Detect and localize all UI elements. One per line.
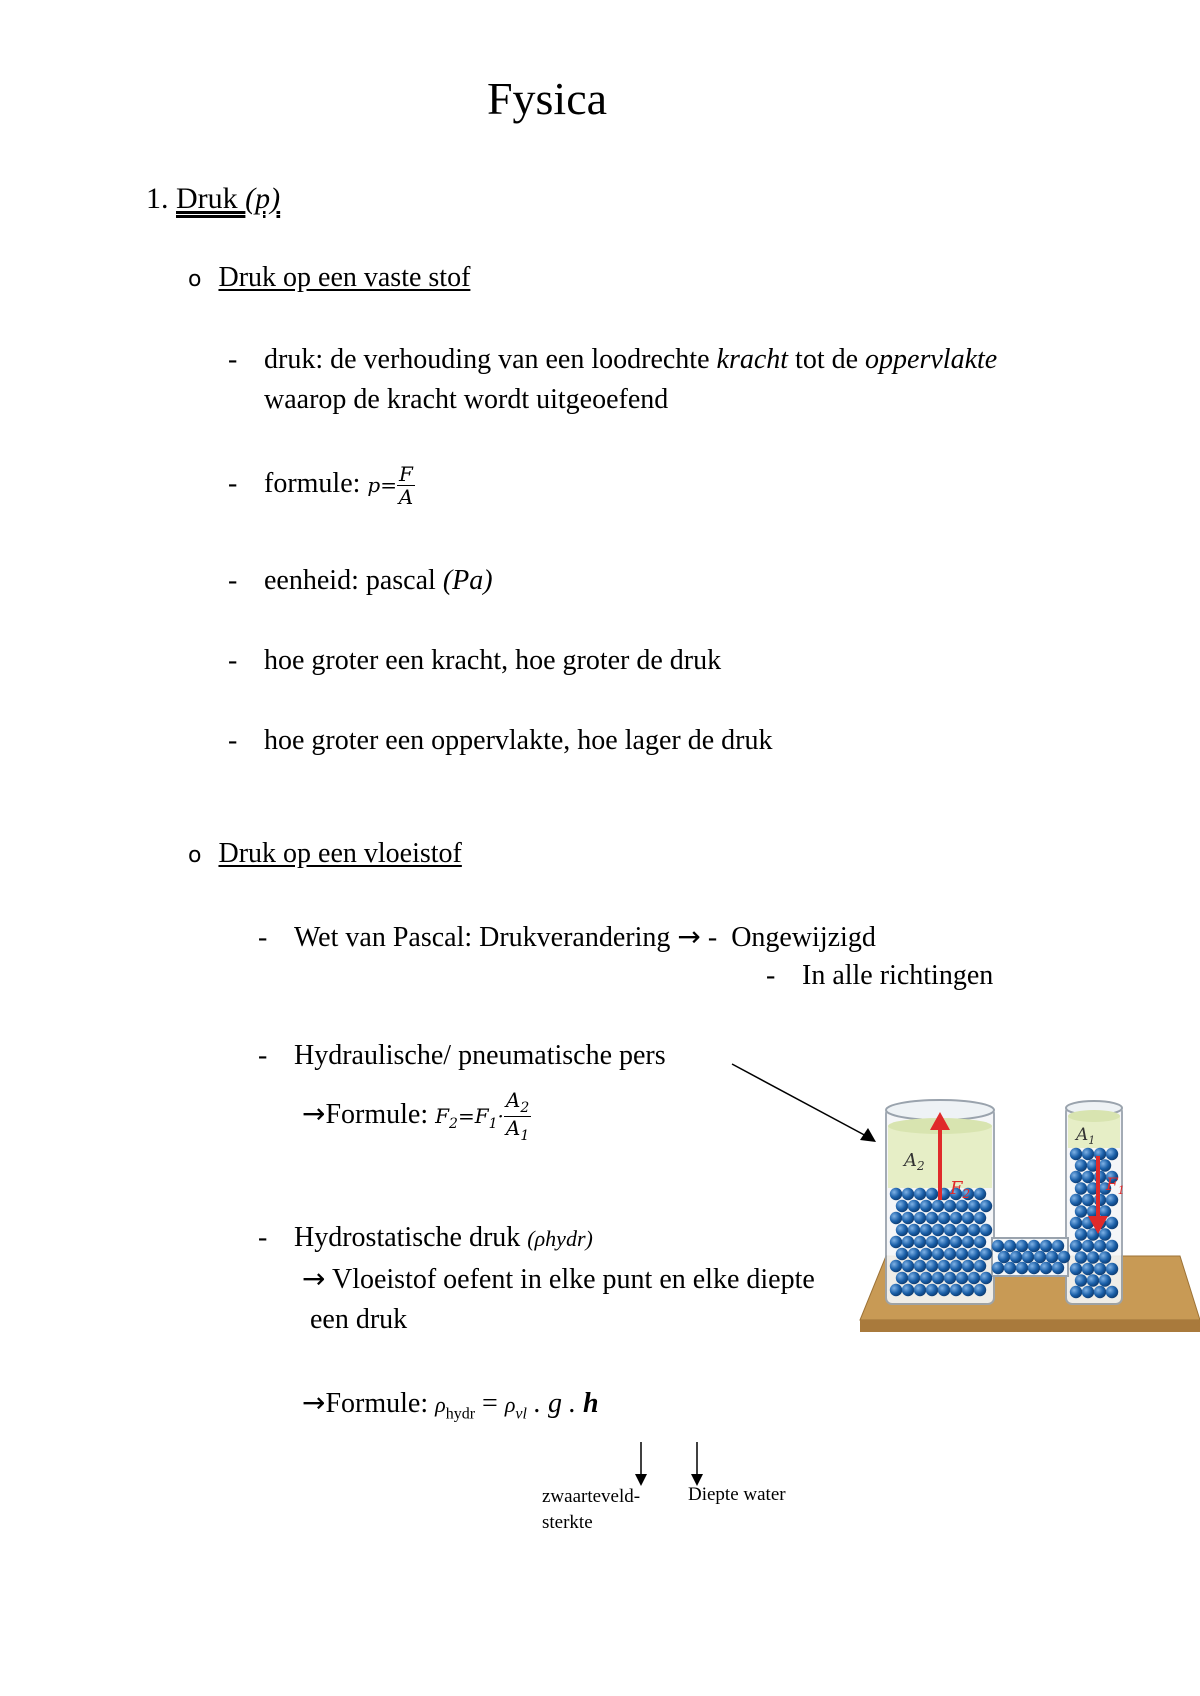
liquid-particle	[1022, 1251, 1034, 1263]
liquid-particle	[1040, 1240, 1052, 1252]
liquid-particle	[944, 1224, 956, 1236]
right-arrow-icon: →	[302, 1386, 326, 1419]
liquid-particle	[1070, 1171, 1082, 1183]
liquid-particle	[1070, 1194, 1082, 1206]
liquid-particle	[944, 1272, 956, 1284]
liquid-particle	[920, 1200, 932, 1212]
liquid-particle	[896, 1248, 908, 1260]
liquid-particle	[1004, 1262, 1016, 1274]
liquid-particle	[896, 1272, 908, 1284]
liquid-particle	[1099, 1228, 1111, 1240]
liquid-particle	[938, 1260, 950, 1272]
liquid-particle	[902, 1212, 914, 1224]
liquid-particle	[908, 1248, 920, 1260]
liquid-particle	[980, 1200, 992, 1212]
liquid-particle	[1028, 1262, 1040, 1274]
liquid-particle	[968, 1200, 980, 1212]
liquid-particle	[974, 1284, 986, 1296]
liquid-particle	[920, 1272, 932, 1284]
liquid-particle	[926, 1284, 938, 1296]
liquid-particle	[944, 1248, 956, 1260]
liquid-particle	[956, 1272, 968, 1284]
liquid-particle	[914, 1284, 926, 1296]
list-item-formula: - formule: p= $\frac{F}{A}$	[228, 462, 414, 509]
liquid-particle	[974, 1260, 986, 1272]
liquid-particle	[890, 1212, 902, 1224]
liquid-particle	[1070, 1217, 1082, 1229]
liquid-particle	[926, 1212, 938, 1224]
liquid-particle	[1099, 1274, 1111, 1286]
section-title: Druk (p)	[176, 182, 281, 215]
liquid-particle	[926, 1188, 938, 1200]
liquid-particle	[1094, 1263, 1106, 1275]
liquid-particle	[890, 1284, 902, 1296]
liquid-particle	[980, 1224, 992, 1236]
circle-bullet-icon: o	[188, 843, 202, 868]
list-item-definition: - druk: de verhouding van een loodrechte kracht tot de oppervlakte	[228, 344, 998, 375]
right-arrow-icon: →	[677, 920, 701, 953]
liquid-particle	[1082, 1171, 1094, 1183]
liquid-particle	[992, 1262, 1004, 1274]
liquid-particle	[932, 1272, 944, 1284]
liquid-particle	[1082, 1263, 1094, 1275]
section-number: 1.	[146, 182, 169, 215]
circle-bullet-icon: o	[188, 267, 202, 292]
liquid-particle	[902, 1260, 914, 1272]
list-item-hydraulic-press: - Hydraulische/ pneumatische pers	[258, 1040, 666, 1071]
liquid-particle	[902, 1236, 914, 1248]
liquid-particle	[1094, 1286, 1106, 1298]
liquid-particle	[1106, 1148, 1118, 1160]
liquid-particle	[962, 1284, 974, 1296]
annotation-depth: Diepte water	[688, 1484, 786, 1505]
liquid-particle	[1058, 1251, 1070, 1263]
liquid-particle	[956, 1224, 968, 1236]
liquid-particle	[944, 1200, 956, 1212]
liquid-particle	[1106, 1240, 1118, 1252]
label-a2: $A_2$	[904, 1150, 925, 1173]
liquid-particle	[1087, 1251, 1099, 1263]
liquid-particle	[950, 1236, 962, 1248]
liquid-particle	[1052, 1240, 1064, 1252]
liquid-particle	[1087, 1274, 1099, 1286]
liquid-particle	[908, 1224, 920, 1236]
liquid-particle	[950, 1284, 962, 1296]
definition-line2: waarop de kracht wordt uitgeoefend	[264, 384, 669, 415]
liquid-particle	[1075, 1182, 1087, 1194]
liquid-particle	[1106, 1286, 1118, 1298]
hydraulic-press-illustration	[858, 1090, 1200, 1336]
liquid-particle	[896, 1200, 908, 1212]
liquid-particle	[938, 1212, 950, 1224]
section-heading-druk	[146, 182, 280, 216]
label-f1: $F_1$	[1106, 1175, 1125, 1197]
subsection-heading-vloeistof	[188, 838, 462, 870]
liquid-particle	[974, 1212, 986, 1224]
liquid-particle	[1106, 1194, 1118, 1206]
liquid-particle	[1075, 1274, 1087, 1286]
liquid-particle	[1016, 1262, 1028, 1274]
liquid-particle	[890, 1260, 902, 1272]
liquid-particle	[1099, 1205, 1111, 1217]
dash-bullet: -	[228, 344, 238, 375]
right-arrow-icon: →	[302, 1262, 326, 1295]
liquid-particle	[1046, 1251, 1058, 1263]
liquid-particle	[914, 1188, 926, 1200]
liquid-particle	[896, 1224, 908, 1236]
liquid-particle	[1082, 1286, 1094, 1298]
list-item-area: - hoe groter een oppervlakte, hoe lager de druk	[228, 725, 773, 756]
liquid-particle	[1016, 1240, 1028, 1252]
liquid-particle	[968, 1224, 980, 1236]
liquid-particle	[1004, 1240, 1016, 1252]
liquid-particle	[1075, 1159, 1087, 1171]
liquid-particle	[914, 1260, 926, 1272]
liquid-particle	[1010, 1251, 1022, 1263]
list-item-hydrostatic: - Hydrostatische druk (ρhydr)	[258, 1222, 593, 1253]
pascal-item2: - In alle richtingen	[766, 960, 994, 991]
liquid-particle	[956, 1200, 968, 1212]
liquid-particle	[980, 1272, 992, 1284]
liquid-particle	[974, 1188, 986, 1200]
liquid-particle	[926, 1260, 938, 1272]
liquid-particle	[914, 1212, 926, 1224]
list-item-pascal-law: - Wet van Pascal: Drukverandering → - Ongewijzigd	[258, 920, 876, 953]
liquid-particle	[1070, 1240, 1082, 1252]
liquid-particle	[1075, 1205, 1087, 1217]
fraction-a2-over-a1: $\frac{A_2}{A_1}$	[505, 1088, 530, 1144]
liquid-particle	[938, 1284, 950, 1296]
hydro-line1: → Vloeistof oefent in elke punt en elke diepte	[302, 1262, 815, 1295]
right-arrow-icon: →	[302, 1096, 326, 1130]
liquid-particle	[920, 1248, 932, 1260]
liquid-particle	[932, 1224, 944, 1236]
label-f2: $F_2$	[950, 1178, 971, 1201]
liquid-particle	[962, 1236, 974, 1248]
liquid-particle	[908, 1272, 920, 1284]
press-formula: →Formule: $F_2=F_1\cdot$ $\frac{A_2}{A_1}$	[302, 1088, 530, 1144]
liquid-particle	[932, 1248, 944, 1260]
liquid-particle	[902, 1188, 914, 1200]
liquid-particle	[974, 1236, 986, 1248]
page-title: Fysica	[486, 73, 608, 124]
liquid-particle	[938, 1236, 950, 1248]
liquid-particle	[956, 1248, 968, 1260]
liquid-particle	[1082, 1194, 1094, 1206]
liquid-particle	[890, 1188, 902, 1200]
liquid-particle	[1070, 1263, 1082, 1275]
liquid-particle	[1052, 1262, 1064, 1274]
list-item-force: - hoe groter een kracht, hoe groter de druk	[228, 645, 722, 676]
liquid-particle	[1099, 1251, 1111, 1263]
liquid-particle	[962, 1260, 974, 1272]
liquid-particle	[980, 1248, 992, 1260]
liquid-particle	[1082, 1148, 1094, 1160]
liquid-particle	[1040, 1262, 1052, 1274]
liquid-particle	[992, 1240, 1004, 1252]
liquid-particle	[914, 1236, 926, 1248]
label-a1: $A_1$	[1076, 1125, 1096, 1147]
annotation-arrows	[620, 1440, 720, 1490]
subsection-title: Druk op een vaste stof	[218, 262, 471, 293]
liquid-particle	[920, 1224, 932, 1236]
subsection-heading-vaste-stof	[188, 262, 470, 294]
liquid-particle	[908, 1200, 920, 1212]
liquid-particle	[1028, 1240, 1040, 1252]
liquid-particle	[950, 1260, 962, 1272]
liquid-particle	[890, 1236, 902, 1248]
liquid-particle	[1075, 1251, 1087, 1263]
liquid-particle	[962, 1212, 974, 1224]
liquid-particle	[1106, 1263, 1118, 1275]
liquid-particle	[932, 1200, 944, 1212]
liquid-particle	[950, 1212, 962, 1224]
liquid-particle	[968, 1248, 980, 1260]
liquid-particle	[1070, 1286, 1082, 1298]
liquid-particle	[1106, 1217, 1118, 1229]
liquid-particle	[1034, 1251, 1046, 1263]
liquid-particle	[998, 1251, 1010, 1263]
liquid-particle	[1094, 1240, 1106, 1252]
fraction-f-over-a: $\frac{F}{A}$	[398, 462, 414, 509]
liquid-particle	[1070, 1148, 1082, 1160]
hydro-formula: →Formule: $\rho_{hydr} = \rho_{vl}$ . g . h	[302, 1386, 599, 1423]
liquid-particle	[926, 1236, 938, 1248]
liquid-particle	[1075, 1228, 1087, 1240]
liquid-particle	[902, 1284, 914, 1296]
list-item-unit: - eenheid: pascal (Pa)	[228, 565, 493, 596]
liquid-particle	[968, 1272, 980, 1284]
liquid-particle	[1082, 1240, 1094, 1252]
hydro-line2: een druk	[310, 1304, 408, 1335]
liquid-particle	[1099, 1159, 1111, 1171]
subsection-title: Druk op een vloeistof	[218, 838, 462, 869]
annotation-gravity: zwaarteveld- sterkte	[542, 1486, 641, 1533]
